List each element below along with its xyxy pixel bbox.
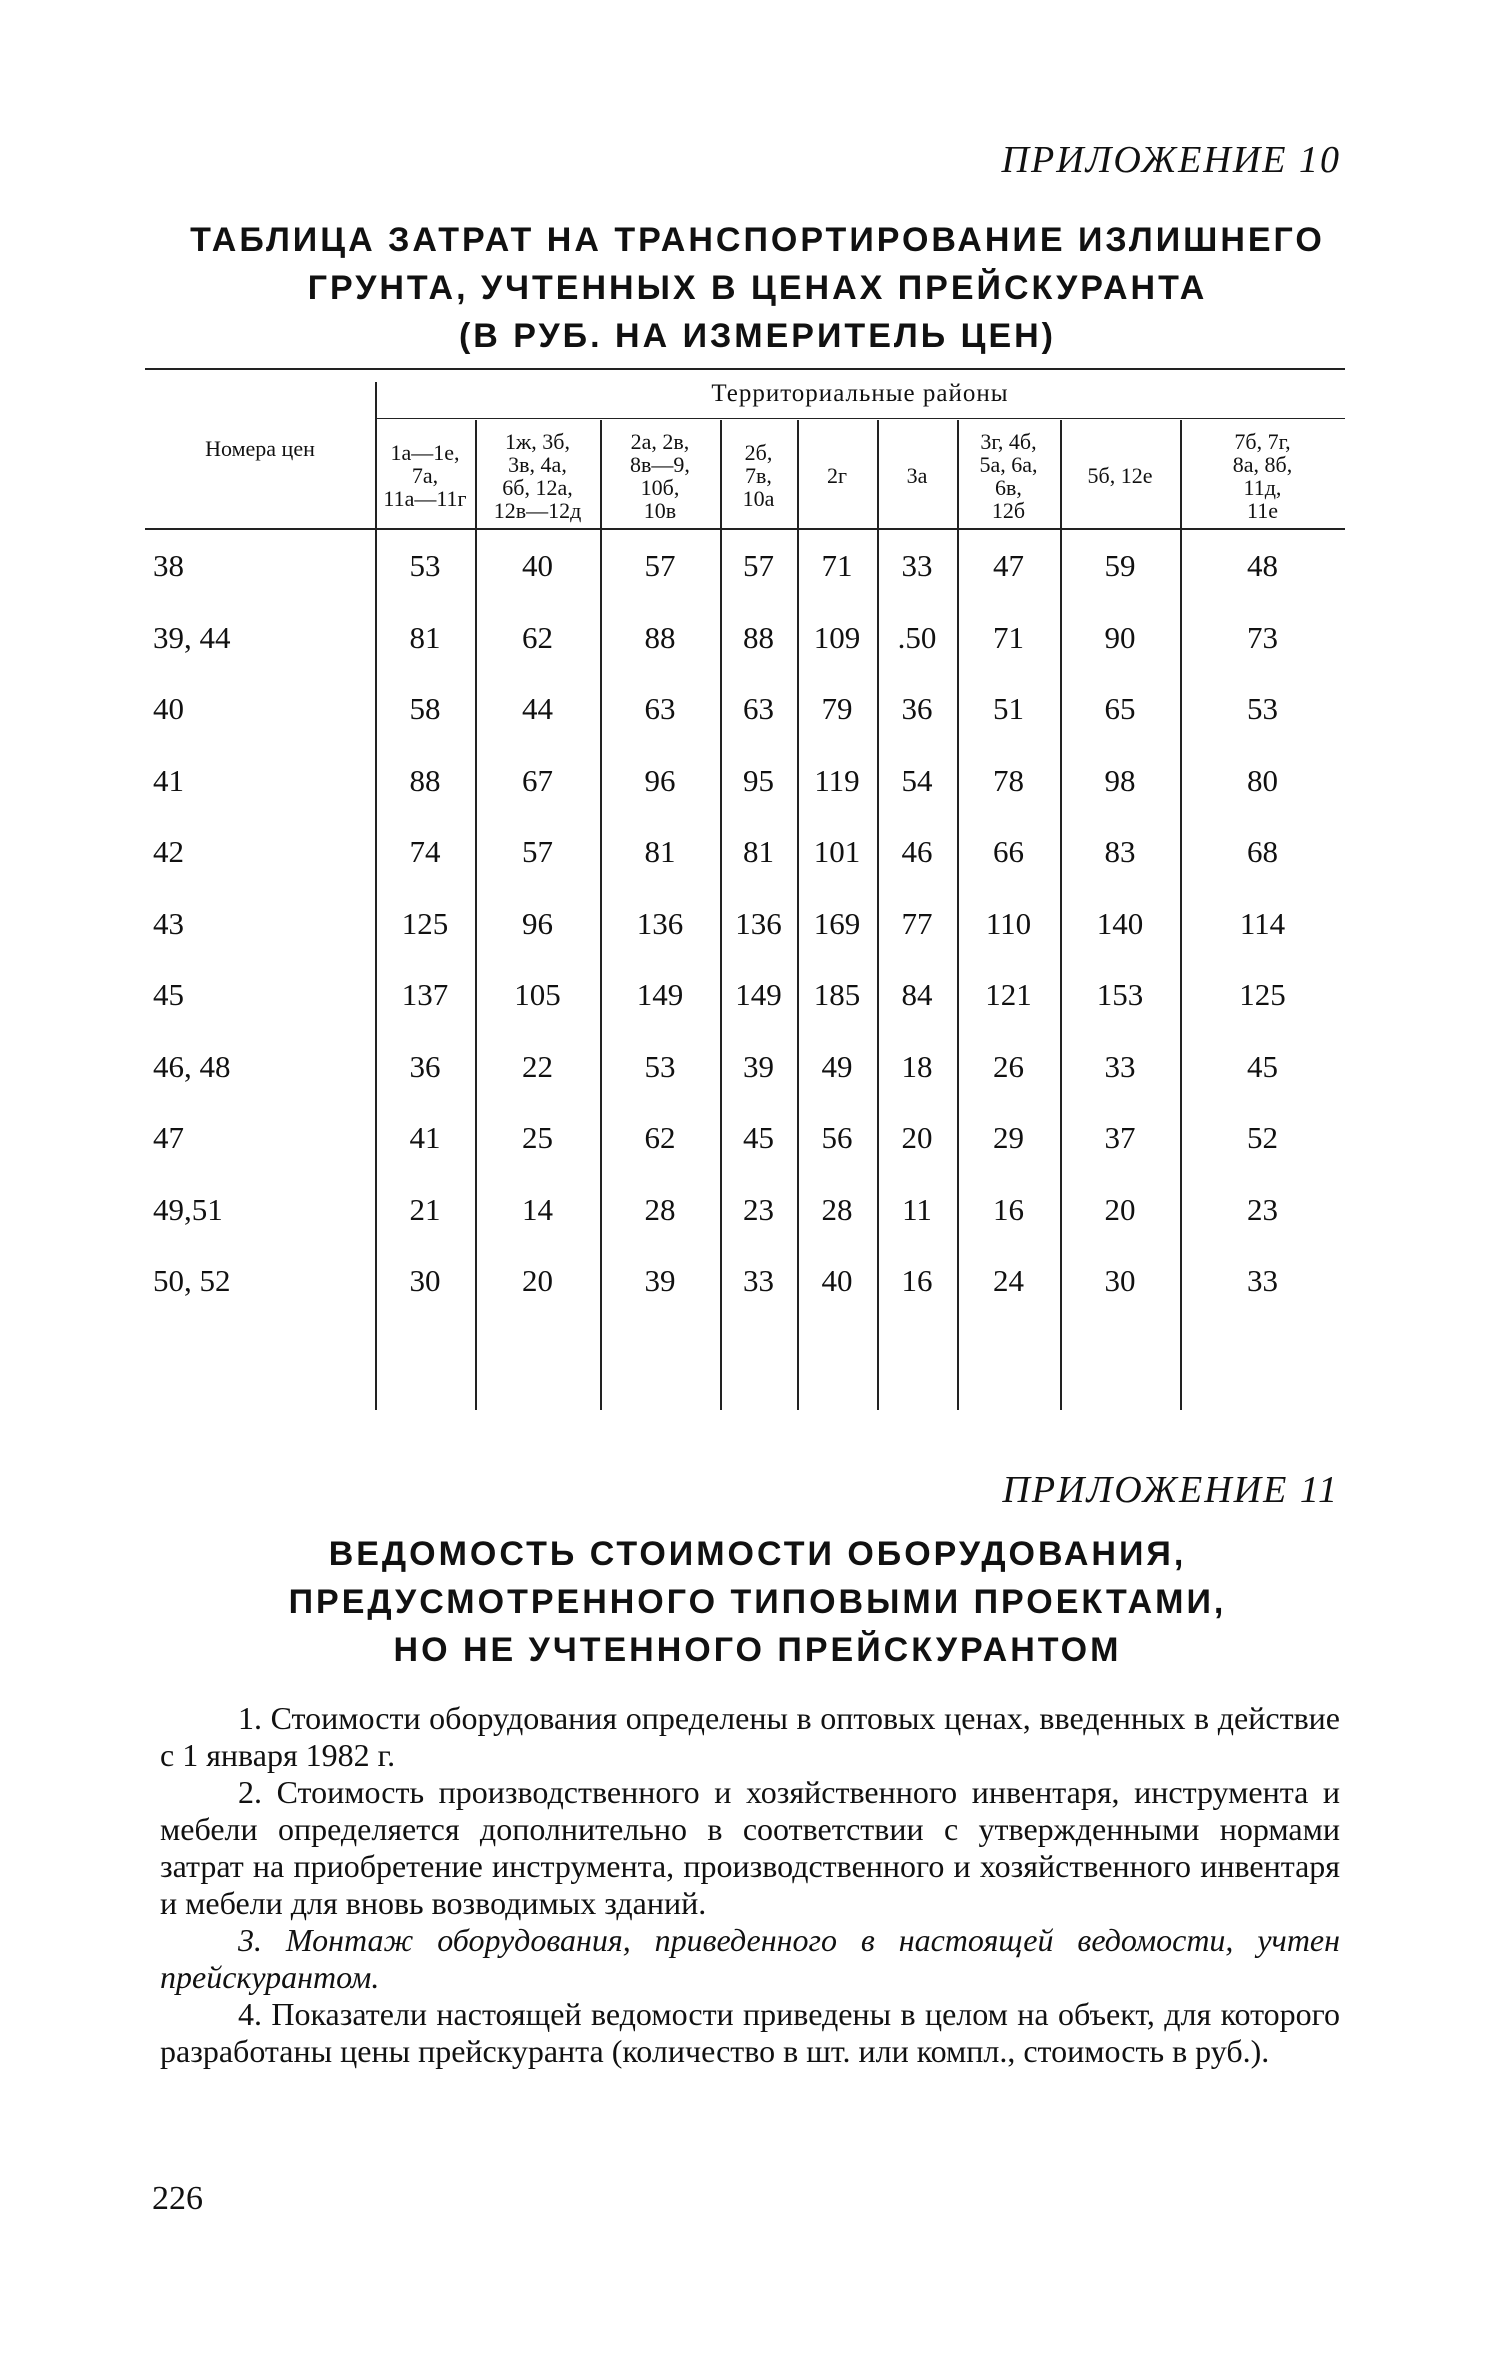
- cost-cell: 185: [813, 977, 861, 1012]
- cost-cell: 98: [1104, 762, 1136, 798]
- cost-cell: 96: [644, 762, 676, 798]
- cost-cell: 28: [821, 1191, 853, 1227]
- cost-cell: 114: [1239, 905, 1286, 941]
- cost-cell: 95: [743, 762, 774, 798]
- appendix-10-label: ПРИЛОЖЕНИЕ 10: [1001, 139, 1341, 181]
- cost-cell: 57: [522, 834, 553, 869]
- cost-cell: 45: [1247, 1048, 1278, 1084]
- table-title-line: (В РУБ. НА ИЗМЕРИТЕЛЬ ЦЕН): [458, 317, 1056, 355]
- cost-cell: 149: [735, 977, 782, 1012]
- region-column-header-line: 7в,: [745, 463, 772, 488]
- cost-cell: 90: [1104, 619, 1136, 655]
- cost-cell: 57: [644, 548, 676, 583]
- cost-cell: 14: [522, 1191, 553, 1227]
- price-number-cell: 43: [153, 905, 184, 941]
- price-number-cell: 47: [153, 1120, 184, 1155]
- region-column-header-line: 10б,: [640, 474, 680, 500]
- cost-cell: 53: [1247, 691, 1278, 726]
- region-column-header-line: 2а, 2в,: [630, 428, 690, 454]
- cost-cell: 33: [743, 1263, 774, 1298]
- cost-cell: 71: [993, 619, 1024, 655]
- cost-cell: 78: [993, 762, 1024, 798]
- region-column-header-line: 5б, 12е: [1087, 463, 1153, 488]
- cost-cell: 30: [409, 1263, 441, 1298]
- cost-cell: 79: [821, 691, 853, 726]
- region-column-header-line: 2г: [826, 463, 848, 488]
- cost-cell: 37: [1104, 1120, 1136, 1155]
- region-column-header: [797, 423, 877, 528]
- cost-cell: 62: [522, 619, 553, 655]
- region-column-header-line: 2б,: [744, 440, 773, 465]
- note-paragraph: 2. Стоимость производственного и хозяйственного инвентаря, инструмента и мебели определяется дополнительно в соответствии с утвержденными нормами затрат на приобретение инструмента, производственного и хозяйственного инвентаря и мебели для вновь возводимых зданий.: [160, 1774, 1340, 1921]
- cost-cell: 21: [409, 1191, 441, 1227]
- cost-cell: 110: [985, 905, 1032, 941]
- cost-cell: 88: [743, 619, 774, 655]
- cost-cell: 67: [522, 762, 553, 798]
- note-paragraph: 1. Стоимости оборудования определены в оптовых ценах, введенных в действие с 1 января 1982 г.: [160, 1700, 1340, 1773]
- cost-cell: 121: [985, 977, 1032, 1012]
- cost-cell: 20: [522, 1263, 553, 1298]
- cost-cell: 36: [409, 1048, 441, 1084]
- table-title-line: ТАБЛИЦА ЗАТРАТ НА ТРАНСПОРТИРОВАНИЕ ИЗЛИШНЕГО: [190, 221, 1325, 259]
- region-column-header-line: 7а,: [411, 463, 439, 488]
- territorial-regions-header: Территориальные районы: [711, 380, 1009, 407]
- price-number-cell: 49,51: [153, 1191, 223, 1227]
- cost-cell: 20: [901, 1120, 933, 1155]
- cost-cell: 41: [409, 1120, 441, 1155]
- region-column-header-line: 1а—1е,: [390, 440, 460, 465]
- cost-cell: 51: [993, 691, 1024, 726]
- region-column-header-line: 10в: [643, 497, 677, 523]
- notes: [160, 1700, 1340, 2070]
- region-column-header-line: 11д,: [1243, 474, 1282, 500]
- cost-cell: 40: [522, 548, 553, 583]
- cost-cell: 59: [1104, 548, 1136, 583]
- price-number-cell: 42: [153, 834, 184, 869]
- cost-cell: 81: [409, 619, 441, 655]
- cost-cell: 49: [821, 1048, 853, 1084]
- cost-cell: 57: [743, 548, 774, 583]
- table-title-line: ГРУНТА, УЧТЕННЫХ В ЦЕНАХ ПРЕЙСКУРАНТА: [307, 269, 1208, 307]
- cost-cell: 101: [813, 834, 861, 869]
- cost-cell: 66: [993, 834, 1024, 869]
- cost-cell: 65: [1104, 691, 1136, 726]
- cost-cell: 84: [901, 977, 933, 1012]
- cost-cell: 153: [1096, 977, 1144, 1012]
- equipment-list-title: [160, 1530, 1355, 1674]
- cost-cell: 45: [743, 1120, 774, 1155]
- appendix-11-label: ПРИЛОЖЕНИЕ 11: [1002, 1469, 1339, 1511]
- cost-cell: 25: [522, 1120, 553, 1155]
- price-number-cell: 50, 52: [153, 1263, 231, 1298]
- price-number-cell: 38: [153, 548, 184, 583]
- cost-cell: 18: [901, 1048, 933, 1084]
- region-column-header-line: 6б, 12а,: [502, 474, 573, 500]
- cost-cell: 136: [735, 905, 782, 941]
- page-number: 226: [152, 2180, 203, 2217]
- cost-cell: 16: [901, 1263, 933, 1298]
- cost-cell: 23: [743, 1191, 774, 1227]
- region-column-header-line: 12в—12д: [493, 497, 582, 523]
- cost-cell: 39: [743, 1048, 774, 1084]
- region-column-header: [720, 423, 797, 528]
- equipment-list-title-line: ПРЕДУСМОТРЕННОГО ТИПОВЫМИ ПРОЕКТАМИ,: [288, 1583, 1227, 1621]
- cost-cell: 68: [1247, 834, 1278, 869]
- cost-cell: 63: [644, 691, 676, 726]
- region-column-header-line: 1ж, 3б,: [505, 428, 570, 454]
- cost-cell: 53: [409, 548, 441, 583]
- cost-cell: 33: [901, 548, 933, 583]
- price-number-cell: 40: [153, 691, 184, 726]
- region-column-header-line: 3а: [906, 463, 928, 488]
- cost-cell: 52: [1247, 1120, 1278, 1155]
- region-column-header: [1060, 423, 1180, 528]
- region-column-header-line: 12б: [991, 497, 1026, 523]
- note-paragraph: 4. Показатели настоящей ведомости приведены в целом на объект, для которого разработаны цены прейскуранта (количество в шт. или компл., стоимость в руб.).: [160, 1996, 1340, 2069]
- region-column-header-line: 10а: [742, 486, 775, 511]
- price-number-header: Номера цен: [205, 435, 315, 461]
- region-column-header-line: 6в,: [995, 474, 1022, 500]
- column-rule: [375, 382, 377, 1410]
- cost-cell: 169: [813, 905, 861, 941]
- cost-cell: 80: [1247, 762, 1278, 798]
- region-column-header: [475, 423, 600, 528]
- cost-cell: 46: [901, 834, 933, 869]
- cost-cell: 48: [1247, 548, 1278, 583]
- cost-cell: 44: [522, 691, 553, 726]
- cost-cell: 77: [901, 905, 933, 941]
- region-column-header: [877, 423, 957, 528]
- cost-cell: 136: [636, 905, 684, 941]
- cost-cell: 11: [902, 1191, 932, 1227]
- cost-cell: 105: [514, 977, 561, 1012]
- cost-cell: 58: [409, 691, 441, 726]
- cost-cell: 33: [1104, 1048, 1136, 1084]
- cost-cell: 29: [993, 1120, 1024, 1155]
- region-column-header-line: 3г, 4б,: [980, 428, 1037, 454]
- cost-cell: 125: [401, 905, 449, 941]
- region-column-header: [957, 423, 1060, 528]
- equipment-list-title-line: ВЕДОМОСТЬ СТОИМОСТИ ОБОРУДОВАНИЯ,: [328, 1535, 1187, 1573]
- cost-cell: .50: [897, 619, 937, 655]
- region-column-header-line: 11а—11г: [383, 486, 467, 511]
- cost-cell: 16: [993, 1191, 1024, 1227]
- cost-cell: 73: [1247, 619, 1278, 655]
- cost-cell: 74: [409, 834, 441, 869]
- cost-cell: 81: [644, 834, 676, 869]
- cost-cell: 63: [743, 691, 774, 726]
- cost-cell: 53: [644, 1048, 676, 1084]
- cost-cell: 88: [644, 619, 676, 655]
- cost-cell: 81: [743, 834, 774, 869]
- cost-cell: 24: [993, 1263, 1024, 1298]
- cost-cell: 28: [644, 1191, 676, 1227]
- region-column-header-line: 11е: [1247, 497, 1278, 523]
- note-paragraph: 3. Монтаж оборудования, приведенного в настоящей ведомости, учтен прейскурантом.: [160, 1922, 1340, 1995]
- region-column-header-line: 7б, 7г,: [1234, 428, 1291, 454]
- cost-cell: 96: [522, 905, 553, 941]
- region-column-header: [600, 423, 720, 528]
- equipment-list-title-line: НО НЕ УЧТЕННОГО ПРЕЙСКУРАНТОМ: [393, 1631, 1122, 1669]
- cost-cell: 119: [814, 762, 860, 798]
- cost-cell: 20: [1104, 1191, 1136, 1227]
- cost-cell: 54: [901, 762, 933, 798]
- transport-cost-table: [145, 368, 1345, 1410]
- header-bottom-rule: [145, 528, 1345, 530]
- price-number-cell: 46, 48: [153, 1048, 231, 1084]
- cost-cell: 47: [993, 548, 1024, 583]
- cost-cell: 36: [901, 691, 933, 726]
- price-number-cell: 39, 44: [153, 619, 231, 655]
- region-column-header: [1180, 423, 1345, 528]
- cost-cell: 71: [821, 548, 853, 583]
- region-column-header-line: 8а, 8б,: [1232, 451, 1293, 477]
- cost-cell: 149: [636, 977, 684, 1012]
- cost-cell: 125: [1239, 977, 1286, 1012]
- region-column-header-line: 3в, 4а,: [508, 451, 567, 477]
- region-column-header: [375, 423, 475, 528]
- region-column-header-line: 8в—9,: [630, 451, 690, 477]
- cost-cell: 88: [409, 762, 441, 798]
- cost-cell: 62: [644, 1120, 676, 1155]
- cost-cell: 56: [821, 1120, 853, 1155]
- cost-cell: 23: [1247, 1191, 1278, 1227]
- cost-cell: 140: [1096, 905, 1144, 941]
- cost-cell: 40: [821, 1263, 853, 1298]
- cost-cell: 22: [522, 1048, 553, 1084]
- cost-cell: 83: [1104, 834, 1136, 869]
- cost-cell: 30: [1104, 1263, 1136, 1298]
- region-column-header-line: 5а, 6а,: [979, 451, 1038, 477]
- cost-cell: 39: [644, 1263, 676, 1298]
- cost-cell: 33: [1247, 1263, 1278, 1298]
- group-header-rule: [375, 418, 1345, 419]
- price-number-cell: 41: [153, 762, 184, 798]
- price-number-cell: 45: [153, 977, 184, 1012]
- cost-cell: 109: [813, 619, 861, 655]
- cost-cell: 26: [993, 1048, 1024, 1084]
- table-title: [160, 216, 1355, 360]
- cost-cell: 137: [401, 977, 449, 1012]
